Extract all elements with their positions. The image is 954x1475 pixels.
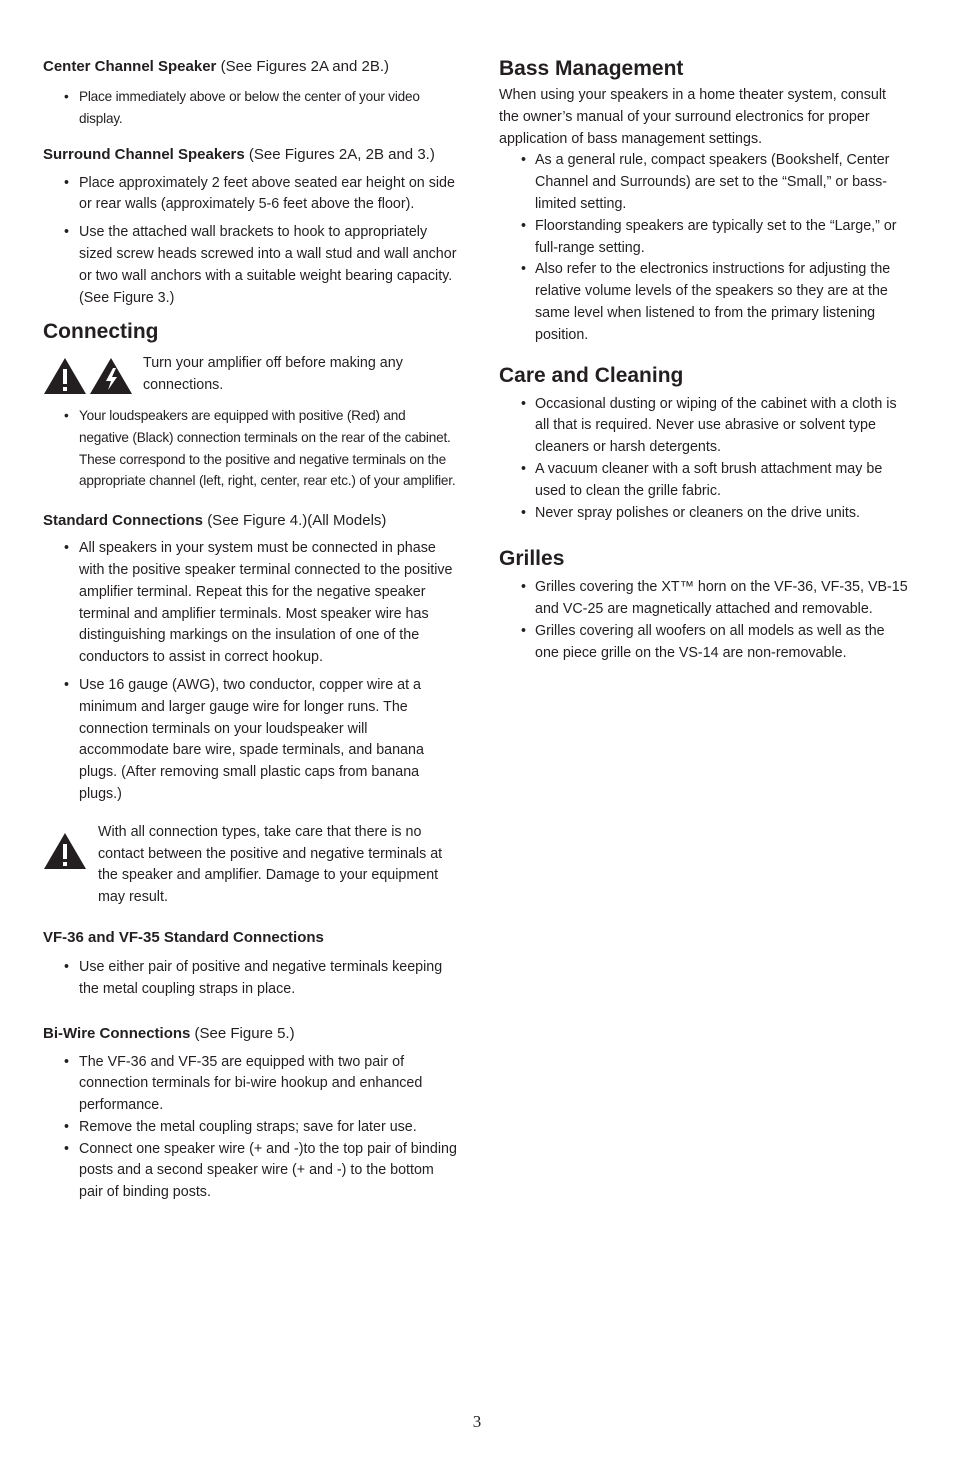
center-channel-list — [43, 86, 458, 130]
list-item: • Also refer to the electronics instructions for adjusting the relative volume levels of the speakers so they are at the same level when listened to from the primary listening position. — [499, 259, 911, 346]
surround-channel-heading: Surround Channel Speakers (See Figures 2A, 2B and 3.) — [43, 145, 435, 163]
warning-text: With all connection types, take care that there is no contact between the positive and negative terminals at the speaker and amplifier. Damage to your equipment may result. — [98, 823, 443, 906]
list-item: • Place immediately above or below the center of your video display. — [43, 86, 458, 130]
care-cleaning-list — [499, 394, 911, 525]
standard-connections-heading: Standard Connections (See Figure 4.)(All Models) — [43, 512, 387, 530]
list-item: • Never spray polishes or cleaners on the drive units. — [499, 503, 911, 525]
list-item: • All speakers in your system must be connected in phase with the positive speaker terminal connected to the positive amplifier terminal. Repeat this for the negative speaker terminal and amplifier terminals. Most speaker wire has distinguishing markings on the insulation of one of the conductors to assist in correct hookup. — [43, 538, 458, 669]
list-item: • Grilles covering the XT™ horn on the VF-36, VF-35, VB-15 and VC-25 are magnetically attached and removable. — [499, 577, 911, 621]
electric-shock-icon — [89, 357, 133, 395]
connecting-heading: Connecting — [43, 320, 159, 344]
list-item: • Grilles covering all woofers on all models as well as the one piece grille on the VS-14 are non-removable. — [499, 621, 911, 665]
connecting-list — [43, 405, 458, 492]
warning-exclamation-icon — [43, 357, 87, 395]
list-item: • The VF-36 and VF-35 are equipped with two pair of connection terminals for bi-wire hookup and enhanced performance. — [43, 1052, 458, 1117]
grilles-heading: Grilles — [499, 547, 565, 571]
list-item: • Floorstanding speakers are typically set to the “Large,” or full-range setting. — [499, 216, 911, 260]
connecting-warning — [43, 353, 458, 397]
list-item: • Connect one speaker wire (+ and -)to the top pair of binding posts and a second speaker wire (+ and -) to the bottom pair of binding posts. — [43, 1139, 458, 1204]
page-number: 3 — [472, 1412, 482, 1431]
surround-channel-list — [43, 173, 458, 310]
bass-management-list — [499, 150, 911, 346]
bass-management-intro: When using your speakers in a home theater system, consult the owner’s manual of your surround electronics for proper application of bass management settings. — [499, 87, 887, 147]
standard-connections-warning — [43, 822, 458, 909]
list-item: • Your loudspeakers are equipped with positive (Red) and negative (Black) connection terminals on the rear of the cabinet. These correspond to the positive and negative terminals on the appropriate channel (left, right, center, rear etc.) of your amplifier. — [43, 405, 458, 492]
care-cleaning-heading: Care and Cleaning — [499, 363, 684, 387]
list-item: • Use 16 gauge (AWG), two conductor, copper wire at a minimum and larger gauge wire for longer runs. The connection terminals on your loudspeaker will accommodate bare wire, spade terminals, and banana plugs. (After removing small plastic caps from banana plugs.) — [43, 675, 458, 806]
warning-text: Turn your amplifier off before making any connections. — [143, 355, 403, 394]
standard-connections-list — [43, 538, 458, 806]
right-column — [499, 56, 911, 665]
bass-management-heading: Bass Management — [499, 57, 684, 80]
biwire-list — [43, 1052, 458, 1205]
list-item: • Remove the metal coupling straps; save for later use. — [43, 1117, 458, 1139]
list-item: • Place approximately 2 feet above seated ear height on side or rear walls (approximately 5-6 feet above the floor). — [43, 173, 458, 217]
list-item: • Use either pair of positive and negative terminals keeping the metal coupling straps in place. — [43, 957, 458, 1001]
list-item: • Occasional dusting or wiping of the cabinet with a cloth is all that is required. Never use abrasive or solvent type cleaners or harsh detergents. — [499, 394, 911, 459]
center-channel-heading: Center Channel Speaker (See Figures 2A and 2B.) — [43, 58, 390, 75]
biwire-heading: Bi-Wire Connections (See Figure 5.) — [43, 1024, 295, 1042]
left-column — [43, 56, 458, 1204]
vf-connections-heading: VF-36 and VF-35 Standard Connections — [43, 928, 324, 946]
list-item: • As a general rule, compact speakers (Bookshelf, Center Channel and Surrounds) are set to the “Small,” or bass-limited setting. — [499, 150, 911, 215]
warning-exclamation-icon — [43, 832, 87, 870]
list-item: • A vacuum cleaner with a soft brush attachment may be used to clean the grille fabric. — [499, 459, 911, 503]
list-item: • Use the attached wall brackets to hook to appropriately sized screw heads screwed into a wall stud and wall anchor or two wall anchors with a suitable weight bearing capacity. (See Figure 3.) — [43, 222, 458, 309]
vf-connections-list — [43, 957, 458, 1001]
grilles-list — [499, 577, 911, 664]
